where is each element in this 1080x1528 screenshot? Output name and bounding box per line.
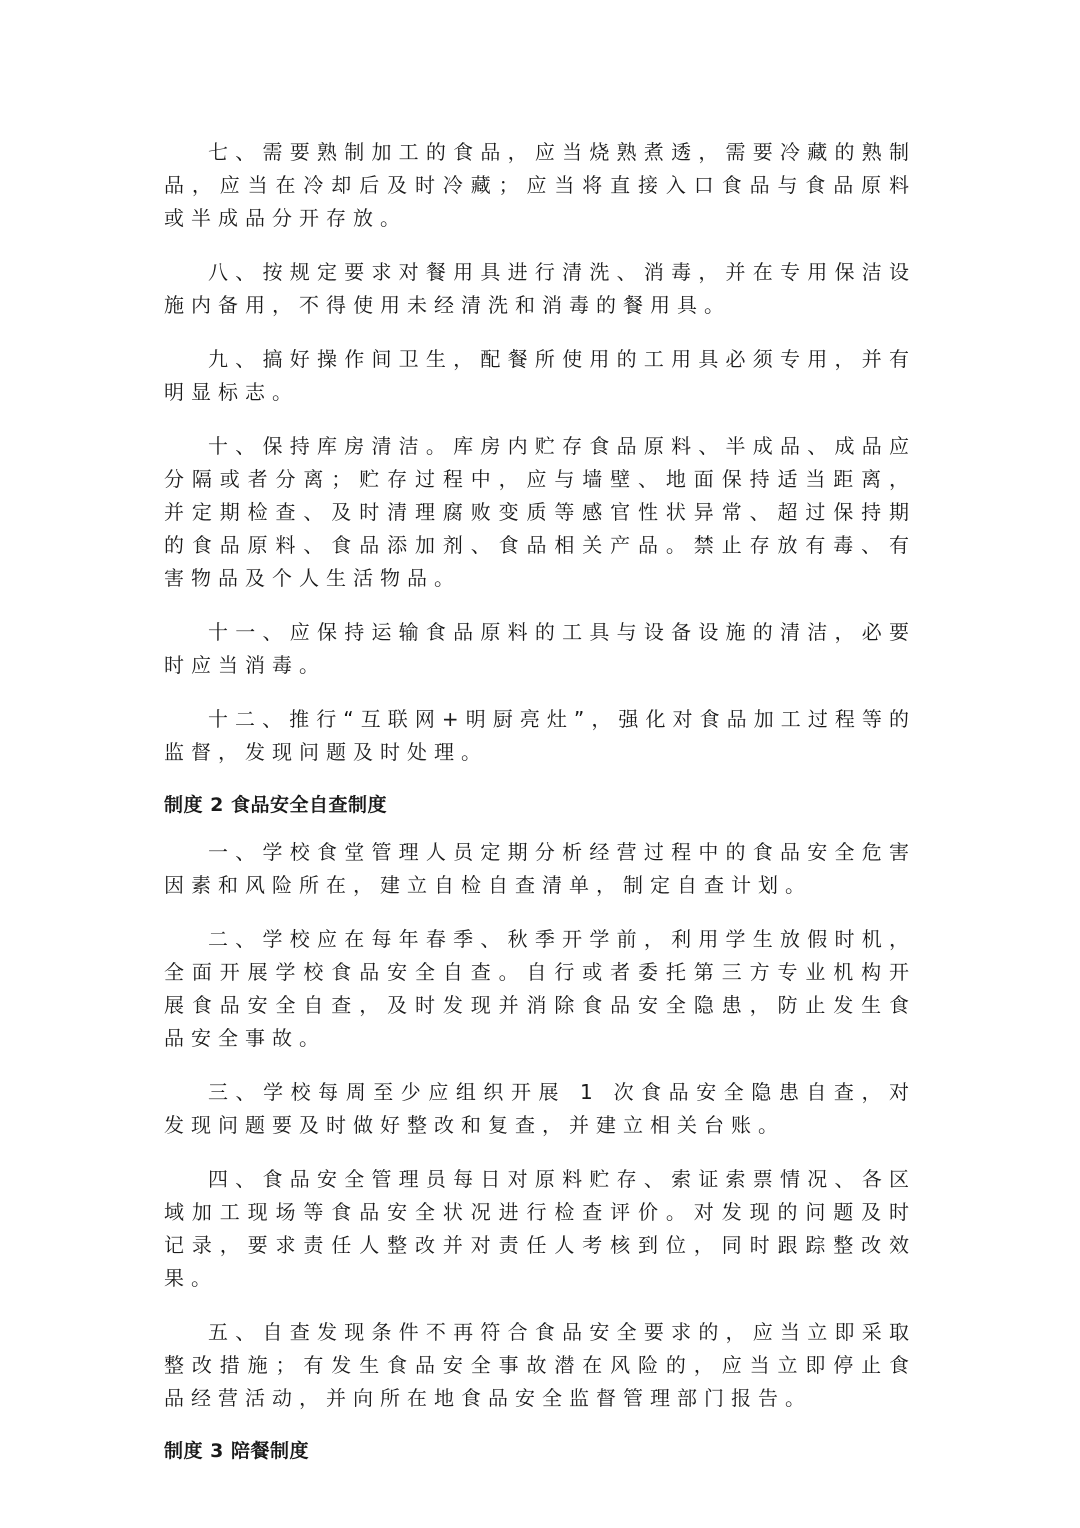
self-inspection-item-5: 五、自查发现条件不再符合食品安全要求的，应当立即采取整改措施；有发生食品安全事故潜在风险的，应当立即停止食品经营活动，并向所在地食品安全监督管理部门报告。 xyxy=(164,1320,916,1410)
paragraph-10: 十、保持库房清洁。库房内贮存食品原料、半成品、成品应分隔或者分离；贮存过程中，应与墙壁、地面保持适当距离，并定期检查、及时清理腐败变质等感官性状异常、超过保持期的食品原料、食品添加剂、食品相关产品。禁止存放有毒、有害物品及个人生活物品。 xyxy=(164,434,916,590)
paragraph-12: 十二、推行“互联网+明厨亮灶”，强化对食品加工过程等的监督，发现问题及时处理。 xyxy=(164,707,916,764)
self-inspection-item-3: 三、学校每周至少应组织开展 1 次食品安全隐患自查，对发现问题要及时做好整改和复查，并建立相关台账。 xyxy=(164,1080,916,1137)
paragraph-7: 七、需要熟制加工的食品，应当烧熟煮透，需要冷藏的熟制品，应当在冷却后及时冷藏；应当将直接入口食品与食品原料或半成品分开存放。 xyxy=(164,140,916,230)
document-page xyxy=(164,136,916,1482)
section-heading-self-inspection: 制度 2 食品安全自查制度 xyxy=(164,794,387,816)
section-heading-accompany-meal: 制度 3 陪餐制度 xyxy=(164,1440,309,1462)
paragraph-8: 八、按规定要求对餐用具进行清洗、消毒，并在专用保洁设施内备用，不得使用未经清洗和消毒的餐用具。 xyxy=(164,260,916,317)
paragraph-9: 九、搞好操作间卫生，配餐所使用的工用具必须专用，并有明显标志。 xyxy=(164,347,916,404)
self-inspection-item-4: 四、食品安全管理员每日对原料贮存、索证索票情况、各区域加工现场等食品安全状况进行检查评价。对发现的问题及时记录，要求责任人整改并对责任人考核到位，同时跟踪整改效果。 xyxy=(164,1167,916,1290)
self-inspection-item-2: 二、学校应在每年春季、秋季开学前，利用学生放假时机，全面开展学校食品安全自查。自行或者委托第三方专业机构开展食品安全自查，及时发现并消除食品安全隐患，防止发生食品安全事故。 xyxy=(164,927,916,1050)
paragraph-11: 十一、应保持运输食品原料的工具与设备设施的清洁，必要时应当消毒。 xyxy=(164,620,916,677)
self-inspection-item-1: 一、学校食堂管理人员定期分析经营过程中的食品安全危害因素和风险所在，建立自检自查清单，制定自查计划。 xyxy=(164,840,916,897)
